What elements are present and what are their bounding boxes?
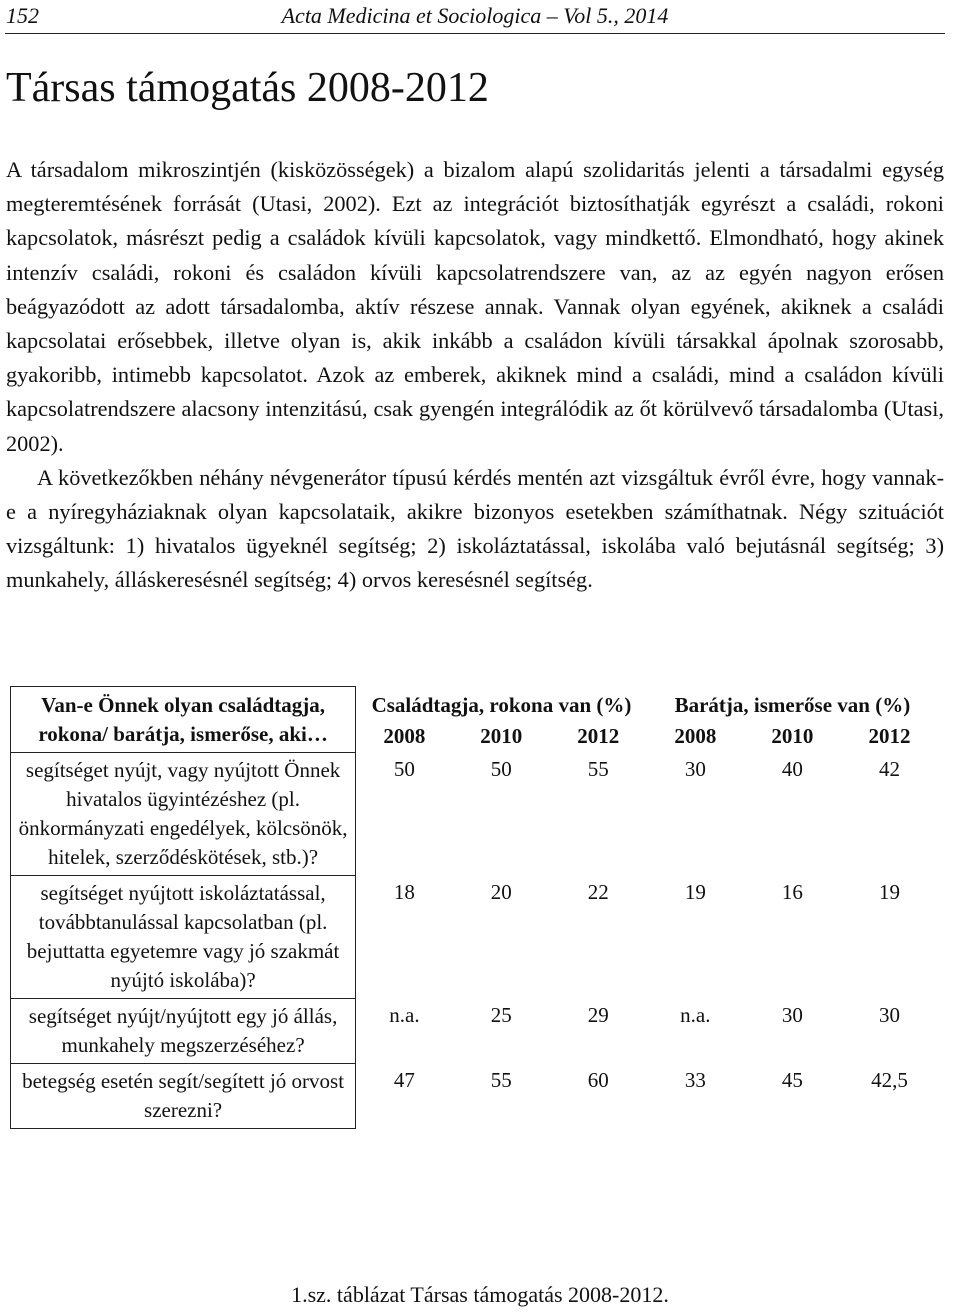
question-header-label: Van-e Önnek olyan családtagja, rokona/ barátja, ismerőse, aki… bbox=[38, 693, 328, 746]
row-value: 47 bbox=[393, 1067, 415, 1092]
row-value: 50 bbox=[490, 756, 512, 781]
paragraph-1: A társadalom mikroszintjén (kisközösségek) a bizalom alapú szolidaritás jelenti a társadalmi egység megteremtésének forrását (Utasi, 2002). Ezt az integrációt biztosíthatják egyrészt a családi, rokoni kapcsolatok, másrészt pedig a családok kívüli kapcsolatok, vagy mindkettő. Elmondható, hogy akinek intenzív családi, rokoni és családon kívüli kapcsolatrendszere van, az az egyén nagyon erősen beágyazódott az adott társadalomba, aktív részese annak. Vannak olyan egyének, akiknek a családi kapcsolatai erősebbek, illetve olyan is, akik inkább a családon kívüli társakkal ápolnak szorosabb, gyakoribb, intimebb kapcsolatot. Azok az emberek, akiknek mind a családi, mind a családon kívüli kapcsolatrendszere alacsony intenzitású, csak gyengén integrálódik az őt körülvevő társadalomba (Utasi, 2002). bbox=[6, 157, 944, 456]
running-header bbox=[6, 2, 944, 30]
year-header: 2010 bbox=[771, 723, 814, 748]
row-value: 42,5 bbox=[871, 1067, 908, 1092]
row-value: 40 bbox=[781, 756, 803, 781]
table-row bbox=[11, 753, 939, 876]
row-value: 25 bbox=[490, 1002, 512, 1027]
row-question: segítséget nyújtott iskoláztatással, továbbtanulással kapcsolatban (pl. bejuttatta egyetemre vagy jó szakmát nyújtó iskolába)? bbox=[11, 876, 356, 999]
group-header-friends bbox=[647, 687, 938, 721]
table-row bbox=[11, 1064, 939, 1129]
row-question: betegség esetén segít/segített jó orvost szerezni? bbox=[11, 1064, 356, 1129]
journal-title: Acta Medicina et Sociologica – Vol 5., 2014 bbox=[281, 3, 669, 28]
group-header-family-label: Családtagja, rokona van (%) bbox=[371, 692, 632, 717]
row-value: n.a. bbox=[389, 1002, 420, 1027]
year-header: 2010 bbox=[480, 723, 523, 748]
row-value: 50 bbox=[393, 756, 415, 781]
group-header-friends-label: Barátja, ismerőse van (%) bbox=[674, 692, 911, 717]
table-caption: 1.sz. táblázat Társas támogatás 2008-2012. bbox=[291, 1282, 669, 1307]
header-rule bbox=[5, 33, 945, 34]
row-question: segítséget nyújt/nyújtott egy jó állás, munkahely megszerzéséhez? bbox=[11, 999, 356, 1064]
year-header: 2008 bbox=[674, 723, 717, 748]
section-title: Társas támogatás 2008-2012 bbox=[6, 65, 489, 111]
row-value: 45 bbox=[781, 1067, 803, 1092]
social-support-table bbox=[10, 686, 938, 1129]
row-value: 30 bbox=[781, 1002, 803, 1027]
row-value: 19 bbox=[684, 879, 706, 904]
paragraph-2: A következőkben néhány névgenerátor típusú kérdés mentén azt vizsgáltuk évről évre, hogy vannak-e a nyíregyháziaknak olyan kapcsolataik, akikre bizonyos esetekben számíthatnak. Négy szituációt vizsgáltunk: 1) hivatalos ügyeknél segítség; 2) iskoláztatással, iskolába való bejutásnál segítség; 3) munkahely, álláskeresésnél segítség; 4) orvos keresésnél segítség. bbox=[6, 464, 944, 593]
year-header: 2012 bbox=[868, 723, 911, 748]
table-row bbox=[11, 999, 939, 1064]
row-value: 55 bbox=[587, 756, 609, 781]
row-value: 60 bbox=[587, 1067, 609, 1092]
row-question: segítséget nyújt, vagy nyújtott Önnek hivatalos ügyintézéshez (pl. önkormányzati engedélyek, kölcsönök, hitelek, szerződéskötések, stb.)? bbox=[11, 753, 356, 876]
row-value: 18 bbox=[393, 879, 415, 904]
row-value: 30 bbox=[684, 756, 706, 781]
table-row bbox=[11, 876, 939, 999]
row-value: 42 bbox=[878, 756, 900, 781]
row-value: 30 bbox=[878, 1002, 900, 1027]
table-header-row bbox=[11, 687, 939, 721]
year-header: 2012 bbox=[577, 723, 620, 748]
page-number: 152 bbox=[6, 3, 39, 28]
row-value: 22 bbox=[587, 879, 609, 904]
row-value: 55 bbox=[490, 1067, 512, 1092]
row-value: 16 bbox=[781, 879, 803, 904]
question-header bbox=[11, 687, 356, 753]
body-text bbox=[6, 153, 944, 598]
row-value: n.a. bbox=[680, 1002, 711, 1027]
year-header: 2008 bbox=[383, 723, 426, 748]
row-value: 20 bbox=[490, 879, 512, 904]
group-header-family bbox=[356, 687, 647, 721]
row-value: 33 bbox=[684, 1067, 706, 1092]
table-wrapper bbox=[10, 686, 948, 1129]
row-value: 19 bbox=[878, 879, 900, 904]
row-value: 29 bbox=[587, 1002, 609, 1027]
